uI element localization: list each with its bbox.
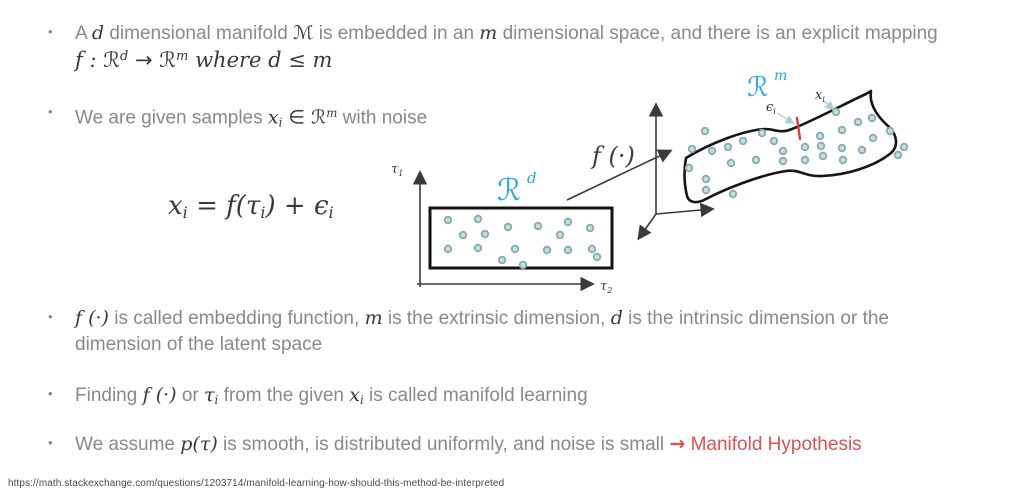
text-segment: (·)	[149, 384, 177, 406]
data-point	[689, 146, 696, 153]
text-segment: We are given samples	[75, 107, 268, 129]
data-point	[512, 246, 519, 253]
text-segment: from the given	[218, 385, 350, 406]
text-segment: ∈	[282, 106, 312, 129]
xi-label: $x_i$	[815, 88, 825, 104]
xi-annotation	[815, 88, 833, 109]
text-segment: Manifold Hypothesis	[685, 434, 862, 455]
bullet-5	[48, 431, 862, 458]
svg-text:d: d	[527, 169, 537, 187]
data-point	[780, 158, 787, 165]
text-segment: m	[479, 22, 498, 44]
bullet-5-text	[75, 431, 862, 458]
epsilon-label: $\epsilon_i$	[766, 100, 776, 116]
data-point	[771, 138, 778, 145]
text-segment: :	[82, 48, 104, 72]
text-segment: is the extrinsic dimension,	[382, 308, 611, 329]
bullet-4-text	[75, 382, 588, 413]
bullet-1-math-line	[75, 48, 332, 73]
data-point	[887, 128, 894, 135]
text-segment: →	[128, 48, 160, 72]
text-segment: where d ≤ m	[188, 48, 333, 72]
equation-xi	[168, 190, 334, 222]
data-point	[759, 130, 766, 137]
data-point	[520, 262, 527, 269]
svg-text:m: m	[774, 68, 788, 84]
data-point	[855, 119, 862, 126]
text-segment: is embedded in an	[313, 23, 480, 44]
latent-space-rect	[430, 208, 612, 268]
text-segment: is smooth, is distributed uniformly, and noise is small	[217, 434, 670, 455]
data-point	[725, 144, 732, 151]
data-point	[686, 165, 693, 172]
data-point	[535, 223, 542, 230]
data-point	[475, 216, 482, 223]
text-segment: d	[610, 307, 623, 329]
bullet-3	[48, 305, 889, 332]
data-point	[839, 145, 846, 152]
data-point	[589, 246, 596, 253]
text-segment: We assume	[75, 434, 181, 455]
data-point	[445, 246, 452, 253]
svg-text:ℛ: ℛ	[497, 173, 521, 208]
text-segment: dimensional space, and there is an explicit mapping	[497, 23, 938, 44]
text-segment: ) +	[265, 191, 314, 221]
text-segment: (τ)	[192, 433, 218, 455]
text-segment: m	[176, 48, 189, 64]
bullet-dot: •	[48, 386, 53, 401]
text-segment: m	[326, 106, 338, 120]
text-segment: d	[119, 48, 129, 64]
data-point	[445, 217, 452, 224]
text-segment: x	[267, 106, 279, 129]
text-segment: i	[278, 115, 283, 130]
text-segment: dimension of the latent space	[75, 334, 323, 355]
bullet-dot: •	[48, 24, 53, 39]
text-segment: ℳ	[293, 22, 314, 44]
text-segment: i	[214, 392, 219, 407]
data-point	[709, 148, 716, 155]
data-point	[820, 153, 827, 160]
data-point	[565, 247, 572, 254]
bullet-3-line2	[75, 334, 322, 356]
data-point	[587, 225, 594, 232]
text-segment: is called manifold learning	[363, 385, 588, 406]
bullet-2	[48, 100, 427, 135]
text-segment: is the intrinsic dimension or the	[622, 308, 889, 329]
text-segment: τ	[204, 384, 215, 406]
data-point	[780, 148, 787, 155]
rd-label	[497, 169, 537, 208]
text-segment: p	[180, 433, 193, 455]
text-segment: = f(	[187, 191, 246, 221]
data-point	[833, 109, 840, 116]
data-point	[728, 160, 735, 167]
data-point	[475, 245, 482, 252]
bullet-4	[48, 382, 588, 413]
text-segment: f	[75, 48, 83, 72]
bullet-dot: •	[48, 104, 53, 119]
data-point	[895, 152, 902, 159]
data-point	[901, 144, 908, 151]
manifold-diagram	[380, 60, 925, 305]
data-point	[544, 247, 551, 254]
bullet-3-text	[75, 305, 889, 332]
data-point	[565, 219, 572, 226]
data-point	[730, 191, 737, 198]
text-segment: i	[182, 203, 188, 223]
text-segment: m	[364, 307, 383, 329]
text-segment: x	[349, 384, 360, 406]
data-point	[840, 157, 847, 164]
tau2-label: $\tau_2$	[600, 279, 613, 295]
bullet-1-text	[75, 20, 938, 47]
source-url: https://math.stackexchange.com/questions/1203714/manifold-learning-how-should-this-method-be-interpreted	[8, 478, 505, 489]
data-point	[460, 232, 467, 239]
text-segment: ℛ	[159, 48, 177, 72]
tau1-label: $\tau_1$	[391, 162, 404, 178]
f-label: f (·)	[592, 142, 635, 170]
data-point	[702, 128, 709, 135]
text-segment: ϵ	[313, 191, 329, 221]
epsilon-pointer	[777, 113, 793, 123]
data-point	[482, 231, 489, 238]
text-segment: with noise	[337, 107, 428, 129]
svg-text:ℛ: ℛ	[747, 72, 769, 103]
data-point	[753, 157, 760, 164]
text-segment: x	[168, 191, 183, 221]
ambient-axis-right	[656, 209, 712, 214]
text-segment: →	[669, 433, 686, 455]
data-point	[505, 224, 512, 231]
text-segment: i	[359, 392, 364, 407]
data-point	[703, 187, 710, 194]
text-segment: or	[176, 385, 205, 406]
data-point	[817, 133, 824, 140]
ambient-axis-depth	[639, 214, 656, 238]
data-point	[870, 135, 877, 142]
data-point	[594, 254, 601, 261]
data-point	[740, 138, 747, 145]
text-segment: Finding	[75, 385, 143, 406]
text-segment: is called embedding function,	[108, 308, 365, 329]
text-segment: ℛ	[311, 106, 327, 129]
text-segment: dimensional manifold	[104, 23, 294, 44]
text-segment: (·)	[82, 307, 109, 329]
text-segment: i	[328, 203, 334, 223]
data-point	[802, 157, 809, 164]
data-point	[802, 144, 809, 151]
data-point	[839, 127, 846, 134]
data-point	[859, 147, 866, 154]
data-point	[557, 232, 564, 239]
text-segment: f	[142, 384, 150, 406]
bullet-dot: •	[48, 309, 53, 324]
text-segment: A	[75, 23, 92, 44]
text-segment: f	[75, 307, 83, 329]
text-segment: τ	[245, 191, 261, 221]
bullet-dot: •	[48, 435, 53, 450]
text-segment: ℛ	[103, 48, 120, 72]
text-segment: d	[91, 22, 105, 44]
data-point	[869, 115, 876, 122]
data-point	[703, 176, 710, 183]
rm-label	[747, 68, 787, 103]
data-point	[818, 143, 825, 150]
xi-pointer	[824, 101, 833, 109]
bullet-1	[48, 20, 938, 47]
bullet-2-text	[75, 100, 427, 135]
text-segment: i	[260, 203, 266, 223]
data-point	[499, 257, 506, 264]
